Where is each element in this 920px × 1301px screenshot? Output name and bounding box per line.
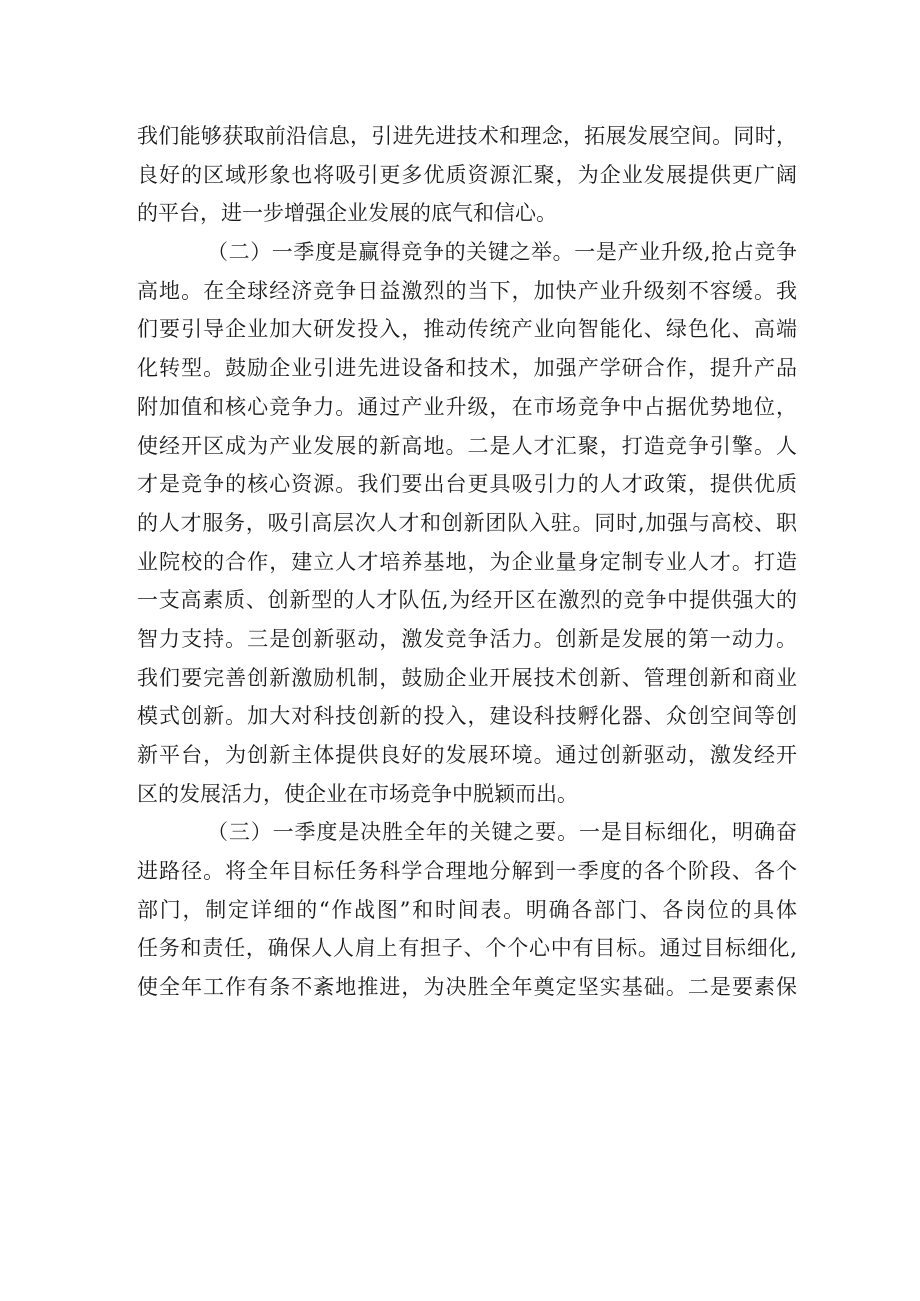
text-line: 化转型。鼓励企业引进先进设备和技术，加强产学研合作，提升产品 [137, 356, 797, 381]
text-line: 们要引导企业加大研发投入，推动传统产业向智能化、绿色化、高端 [137, 317, 797, 342]
body-text [137, 117, 797, 1007]
text-line: 一支高素质、创新型的人才队伍,为经开区在激烈的竞争中提供强大的 [137, 588, 797, 613]
text-line: 我们要完善创新激励机制，鼓励企业开展技术创新、管理创新和商业 [137, 665, 797, 690]
text-line: 智力支持。三是创新驱动，激发竞争活力。创新是发展的第一动力。 [137, 626, 797, 651]
text-line: 才是竞争的核心资源。我们要出台更具吸引力的人才政策，提供优质 [137, 472, 797, 497]
text-line: 区的发展活力，使企业在市场竞争中脱颖而出。 [137, 781, 578, 806]
text-line: 高地。在全球经济竞争日益激烈的当下，加快产业升级刻不容缓。我 [137, 278, 797, 303]
text-line: 业院校的合作，建立人才培养基地，为企业量身定制专业人才。打造 [137, 549, 797, 574]
text-line: 我们能够获取前沿信息，引进先进技术和理念，拓展发展空间。同时， [137, 124, 797, 148]
text-line: 使经开区成为产业发展的新高地。二是人才汇聚，打造竞争引擎。人 [137, 433, 797, 458]
text-line: 新平台，为创新主体提供良好的发展环境。通过创新驱动，激发经开 [137, 743, 797, 767]
text-line: （二）一季度是赢得竞争的关键之举。一是产业升级,抢占竞争 [207, 240, 797, 265]
text-line: 附加值和核心竞争力。通过产业升级，在市场竞争中占据优势地位， [137, 394, 797, 419]
text-line: 的人才服务，吸引高层次人才和创新团队入驻。同时,加强与高校、职 [137, 510, 797, 535]
text-line: 的平台，进一步增强企业发展的底气和信心。 [137, 201, 557, 226]
text-line: 良好的区域形象也将吸引更多优质资源汇聚，为企业发展提供更广阔 [137, 162, 797, 187]
text-line: 部门，制定详细的“作战图”和时间表。明确各部门、各岗位的具体 [137, 897, 797, 922]
text-line: 任务和责任，确保人人肩上有担子、个个心中有目标。通过目标细化, [137, 936, 797, 961]
text-line: （三）一季度是决胜全年的关键之要。一是目标细化，明确奋 [207, 820, 797, 845]
text-line: 使全年工作有条不紊地推进，为决胜全年奠定坚实基础。二是要素保 [137, 975, 797, 1000]
text-line: 进路径。将全年目标任务科学合理地分解到一季度的各个阶段、各个 [137, 859, 797, 884]
text-line: 模式创新。加大对科技创新的投入，建设科技孵化器、众创空间等创 [137, 704, 797, 729]
